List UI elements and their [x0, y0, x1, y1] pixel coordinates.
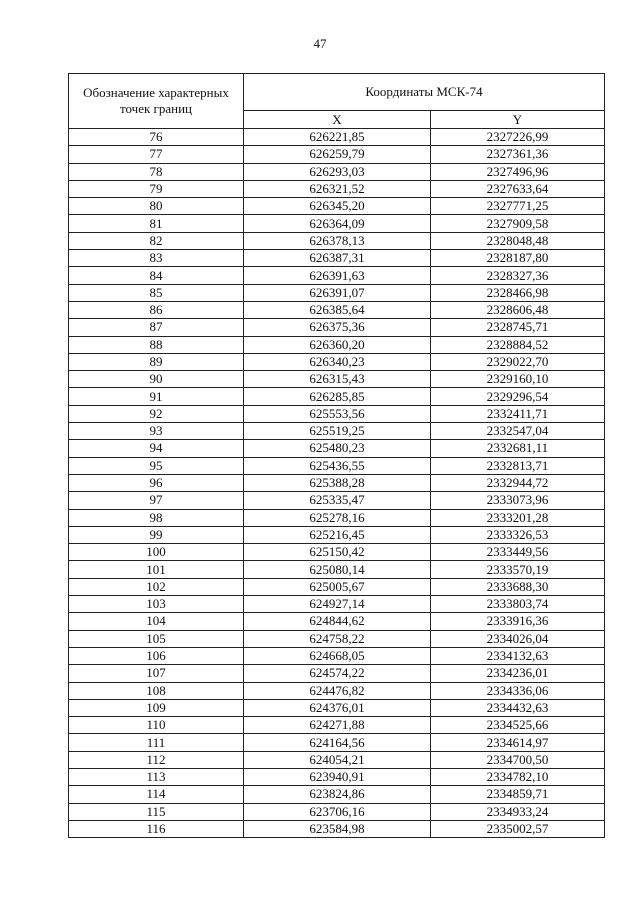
x-coordinate-cell: 626285,85	[244, 388, 431, 405]
point-id-cell: 115	[69, 803, 244, 820]
y-coordinate-cell: 2334700,50	[431, 751, 605, 768]
y-coordinate-cell: 2328466,98	[431, 284, 605, 301]
point-id-cell: 111	[69, 734, 244, 751]
y-coordinate-cell: 2334859,71	[431, 786, 605, 803]
y-coordinate-cell: 2334132,63	[431, 647, 605, 664]
point-id-cell: 97	[69, 492, 244, 509]
point-id-cell: 99	[69, 526, 244, 543]
point-id-cell: 93	[69, 423, 244, 440]
table-row	[69, 544, 605, 561]
y-coordinate-cell: 2328327,36	[431, 267, 605, 284]
x-coordinate-cell: 626375,36	[244, 319, 431, 336]
table-row	[69, 578, 605, 595]
x-coordinate-cell: 625388,28	[244, 474, 431, 491]
y-coordinate-cell: 2328187,80	[431, 250, 605, 267]
y-coordinate-cell: 2327361,36	[431, 146, 605, 163]
x-coordinate-cell: 625278,16	[244, 509, 431, 526]
y-coordinate-cell: 2328884,52	[431, 336, 605, 353]
x-coordinate-cell: 626293,03	[244, 163, 431, 180]
point-id-cell: 90	[69, 371, 244, 388]
table-row	[69, 768, 605, 785]
table-row	[69, 665, 605, 682]
x-coordinate-cell: 623824,86	[244, 786, 431, 803]
table-row	[69, 561, 605, 578]
y-coordinate-cell: 2333201,28	[431, 509, 605, 526]
point-id-cell: 107	[69, 665, 244, 682]
y-coordinate-cell: 2333326,53	[431, 526, 605, 543]
x-coordinate-cell: 625519,25	[244, 423, 431, 440]
x-coordinate-cell: 626345,20	[244, 198, 431, 215]
x-coordinate-cell: 624054,21	[244, 751, 431, 768]
point-id-cell: 114	[69, 786, 244, 803]
y-coordinate-cell: 2332681,11	[431, 440, 605, 457]
x-coordinate-cell: 623940,91	[244, 768, 431, 785]
point-id-cell: 88	[69, 336, 244, 353]
point-id-cell: 96	[69, 474, 244, 491]
y-column-header: Y	[431, 111, 605, 129]
y-coordinate-cell: 2327226,99	[431, 129, 605, 146]
point-id-cell: 86	[69, 301, 244, 318]
y-coordinate-cell: 2327496,96	[431, 163, 605, 180]
table-row	[69, 734, 605, 751]
point-id-cell: 106	[69, 647, 244, 664]
x-coordinate-cell: 625335,47	[244, 492, 431, 509]
x-coordinate-cell: 624927,14	[244, 596, 431, 613]
point-id-cell: 112	[69, 751, 244, 768]
point-id-cell: 78	[69, 163, 244, 180]
x-coordinate-cell: 623706,16	[244, 803, 431, 820]
table-row	[69, 319, 605, 336]
table-row	[69, 284, 605, 301]
y-coordinate-cell: 2334782,10	[431, 768, 605, 785]
table-row	[69, 526, 605, 543]
table-row	[69, 596, 605, 613]
y-coordinate-cell: 2334432,63	[431, 699, 605, 716]
x-coordinate-cell: 625436,55	[244, 457, 431, 474]
y-coordinate-cell: 2333916,36	[431, 613, 605, 630]
point-id-cell: 116	[69, 820, 244, 837]
x-coordinate-cell: 626321,52	[244, 180, 431, 197]
y-coordinate-cell: 2335002,57	[431, 820, 605, 837]
table-row	[69, 717, 605, 734]
table-row	[69, 146, 605, 163]
y-coordinate-cell: 2328048,48	[431, 232, 605, 249]
table-row	[69, 250, 605, 267]
x-coordinate-cell: 626340,23	[244, 353, 431, 370]
y-coordinate-cell: 2332944,72	[431, 474, 605, 491]
x-coordinate-cell: 623584,98	[244, 820, 431, 837]
table-header-row	[69, 74, 605, 111]
x-coordinate-cell: 625080,14	[244, 561, 431, 578]
y-coordinate-cell: 2328606,48	[431, 301, 605, 318]
x-coordinate-cell: 626378,13	[244, 232, 431, 249]
y-coordinate-cell: 2327909,58	[431, 215, 605, 232]
y-coordinate-cell: 2333570,19	[431, 561, 605, 578]
x-column-header: X	[244, 111, 431, 129]
page-number: 47	[313, 36, 327, 51]
point-id-cell: 103	[69, 596, 244, 613]
y-coordinate-cell: 2329160,10	[431, 371, 605, 388]
table-row	[69, 301, 605, 318]
x-coordinate-cell: 626221,85	[244, 129, 431, 146]
table-row	[69, 699, 605, 716]
y-coordinate-cell: 2327633,64	[431, 180, 605, 197]
points-column-header: Обозначение характерных точек границ	[69, 74, 244, 129]
coordinates-table	[68, 73, 605, 838]
point-id-cell: 94	[69, 440, 244, 457]
y-coordinate-cell: 2334336,06	[431, 682, 605, 699]
x-coordinate-cell: 625480,23	[244, 440, 431, 457]
table-row	[69, 336, 605, 353]
y-coordinate-cell: 2334236,01	[431, 665, 605, 682]
point-id-cell: 77	[69, 146, 244, 163]
table-row	[69, 129, 605, 146]
table-row	[69, 751, 605, 768]
x-coordinate-cell: 624164,56	[244, 734, 431, 751]
point-id-cell: 109	[69, 699, 244, 716]
x-coordinate-cell: 624376,01	[244, 699, 431, 716]
y-coordinate-cell: 2334933,24	[431, 803, 605, 820]
point-id-cell: 83	[69, 250, 244, 267]
table-row	[69, 509, 605, 526]
y-coordinate-cell: 2329296,54	[431, 388, 605, 405]
point-id-cell: 104	[69, 613, 244, 630]
x-coordinate-cell: 626385,64	[244, 301, 431, 318]
point-id-cell: 100	[69, 544, 244, 561]
point-id-cell: 113	[69, 768, 244, 785]
x-coordinate-cell: 625150,42	[244, 544, 431, 561]
point-id-cell: 82	[69, 232, 244, 249]
coordinates-system-header: Координаты МСК-74	[244, 74, 605, 111]
point-id-cell: 110	[69, 717, 244, 734]
table-row	[69, 492, 605, 509]
table-row	[69, 647, 605, 664]
x-coordinate-cell: 626315,43	[244, 371, 431, 388]
table-row	[69, 232, 605, 249]
table-body	[69, 129, 605, 838]
x-coordinate-cell: 626387,31	[244, 250, 431, 267]
table-row	[69, 682, 605, 699]
y-coordinate-cell: 2334026,04	[431, 630, 605, 647]
x-coordinate-cell: 626364,09	[244, 215, 431, 232]
point-id-cell: 87	[69, 319, 244, 336]
table-row	[69, 820, 605, 837]
table-row	[69, 388, 605, 405]
point-id-cell: 76	[69, 129, 244, 146]
point-id-cell: 98	[69, 509, 244, 526]
point-id-cell: 91	[69, 388, 244, 405]
y-coordinate-cell: 2332547,04	[431, 423, 605, 440]
table-row	[69, 353, 605, 370]
x-coordinate-cell: 626360,20	[244, 336, 431, 353]
table-row	[69, 474, 605, 491]
x-coordinate-cell: 626259,79	[244, 146, 431, 163]
x-coordinate-cell: 624844,62	[244, 613, 431, 630]
table-row	[69, 440, 605, 457]
point-id-cell: 92	[69, 405, 244, 422]
x-coordinate-cell: 626391,63	[244, 267, 431, 284]
point-id-cell: 84	[69, 267, 244, 284]
table-row	[69, 267, 605, 284]
table-row	[69, 613, 605, 630]
y-coordinate-cell: 2333073,96	[431, 492, 605, 509]
table-row	[69, 405, 605, 422]
point-id-cell: 101	[69, 561, 244, 578]
table-row	[69, 423, 605, 440]
table-row	[69, 803, 605, 820]
table-row	[69, 215, 605, 232]
x-coordinate-cell: 624574,22	[244, 665, 431, 682]
x-coordinate-cell: 626391,07	[244, 284, 431, 301]
table-row	[69, 457, 605, 474]
point-id-cell: 81	[69, 215, 244, 232]
point-id-cell: 105	[69, 630, 244, 647]
point-id-cell: 79	[69, 180, 244, 197]
table-row	[69, 180, 605, 197]
y-coordinate-cell: 2328745,71	[431, 319, 605, 336]
point-id-cell: 85	[69, 284, 244, 301]
point-id-cell: 108	[69, 682, 244, 699]
y-coordinate-cell: 2329022,70	[431, 353, 605, 370]
table-row	[69, 371, 605, 388]
x-coordinate-cell: 624668,05	[244, 647, 431, 664]
y-coordinate-cell: 2333688,30	[431, 578, 605, 595]
x-coordinate-cell: 624476,82	[244, 682, 431, 699]
table-row	[69, 198, 605, 215]
x-coordinate-cell: 624271,88	[244, 717, 431, 734]
table-row	[69, 786, 605, 803]
table-row	[69, 630, 605, 647]
point-id-cell: 95	[69, 457, 244, 474]
x-coordinate-cell: 625553,56	[244, 405, 431, 422]
y-coordinate-cell: 2327771,25	[431, 198, 605, 215]
y-coordinate-cell: 2333803,74	[431, 596, 605, 613]
y-coordinate-cell: 2334614,97	[431, 734, 605, 751]
point-id-cell: 102	[69, 578, 244, 595]
table-row	[69, 163, 605, 180]
y-coordinate-cell: 2332411,71	[431, 405, 605, 422]
x-coordinate-cell: 625216,45	[244, 526, 431, 543]
y-coordinate-cell: 2334525,66	[431, 717, 605, 734]
y-coordinate-cell: 2332813,71	[431, 457, 605, 474]
y-coordinate-cell: 2333449,56	[431, 544, 605, 561]
x-coordinate-cell: 625005,67	[244, 578, 431, 595]
point-id-cell: 89	[69, 353, 244, 370]
x-coordinate-cell: 624758,22	[244, 630, 431, 647]
point-id-cell: 80	[69, 198, 244, 215]
